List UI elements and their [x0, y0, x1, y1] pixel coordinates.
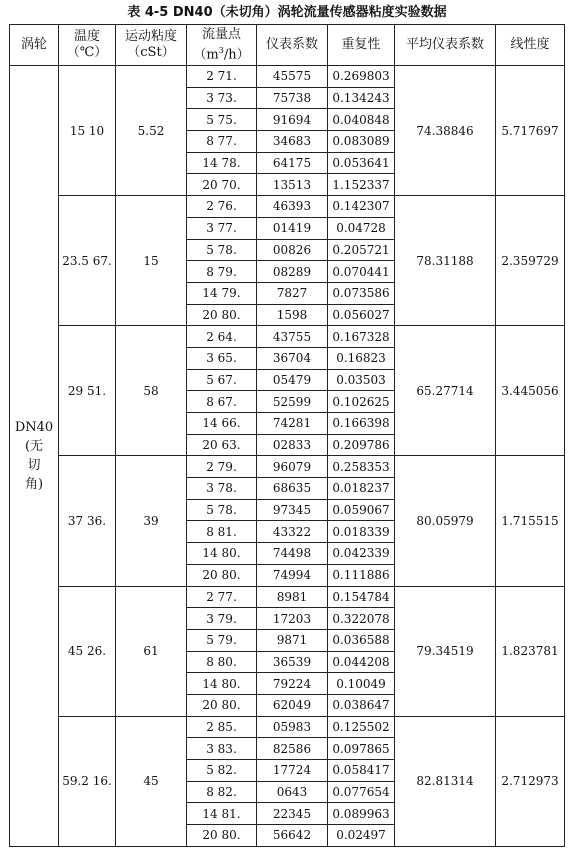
repeatability-cell: 0.018339 — [328, 521, 395, 543]
header-turbine: 涡轮 — [10, 25, 59, 66]
repeatability-cell: 0.083089 — [328, 131, 395, 153]
flow-point-cell: 20 80. — [187, 825, 257, 847]
header-row — [10, 25, 565, 66]
meter-coefficient-cell: 1598 — [257, 304, 328, 326]
meter-coefficient-cell: 36704 — [257, 347, 328, 369]
flow-point-cell: 2 76. — [187, 196, 257, 218]
flow-point-cell: 5 79. — [187, 629, 257, 651]
repeatability-cell: 0.070441 — [328, 261, 395, 283]
average-coefficient-cell: 78.31188 — [395, 196, 496, 326]
linearity-cell: 2.359729 — [496, 196, 565, 326]
repeatability-cell: 0.205721 — [328, 239, 395, 261]
flow-point-cell: 14 80. — [187, 673, 257, 695]
header-linearity: 线性度 — [496, 25, 565, 66]
repeatability-cell: 0.154784 — [328, 586, 395, 608]
average-coefficient-cell: 82.81314 — [395, 716, 496, 846]
repeatability-cell: 0.073586 — [328, 282, 395, 304]
repeatability-cell: 0.209786 — [328, 434, 395, 456]
flow-point-cell: 5 78. — [187, 499, 257, 521]
flow-point-cell: 20 80. — [187, 304, 257, 326]
repeatability-cell: 0.269803 — [328, 66, 395, 88]
repeatability-cell: 0.018237 — [328, 478, 395, 500]
meter-coefficient-cell: 79224 — [257, 673, 328, 695]
meter-coefficient-cell: 62049 — [257, 694, 328, 716]
flow-point-cell: 2 64. — [187, 326, 257, 348]
header-viscosity: 运动粘度 （cSt） — [116, 25, 187, 66]
meter-coefficient-cell: 68635 — [257, 478, 328, 500]
table-row — [10, 196, 565, 218]
repeatability-cell: 0.03503 — [328, 369, 395, 391]
flow-point-cell: 14 81. — [187, 803, 257, 825]
turbine-cell: DN40 (无 切 角) — [10, 66, 59, 847]
meter-coefficient-cell: 22345 — [257, 803, 328, 825]
repeatability-cell: 0.166398 — [328, 413, 395, 435]
average-coefficient-cell: 80.05979 — [395, 456, 496, 586]
header-meter-coefficient: 仪表系数 — [257, 25, 328, 66]
flow-point-cell: 20 80. — [187, 694, 257, 716]
flow-point-cell: 5 67. — [187, 369, 257, 391]
repeatability-cell: 0.036588 — [328, 629, 395, 651]
meter-coefficient-cell: 75738 — [257, 87, 328, 109]
average-coefficient-cell: 74.38846 — [395, 66, 496, 196]
viscosity-cell: 58 — [116, 326, 187, 456]
meter-coefficient-cell: 74281 — [257, 413, 328, 435]
repeatability-cell: 0.111886 — [328, 564, 395, 586]
header-temperature: 温度 （℃） — [59, 25, 116, 66]
meter-coefficient-cell: 17203 — [257, 608, 328, 630]
flow-point-cell: 8 67. — [187, 391, 257, 413]
flow-point-cell: 14 80. — [187, 543, 257, 565]
flow-point-cell: 8 81. — [187, 521, 257, 543]
repeatability-cell: 0.044208 — [328, 651, 395, 673]
flow-point-cell: 5 75. — [187, 109, 257, 131]
flow-point-cell: 3 73. — [187, 87, 257, 109]
flow-point-cell: 20 80. — [187, 564, 257, 586]
meter-coefficient-cell: 34683 — [257, 131, 328, 153]
viscosity-cell: 15 — [116, 196, 187, 326]
meter-coefficient-cell: 7827 — [257, 282, 328, 304]
repeatability-cell: 0.056027 — [328, 304, 395, 326]
repeatability-cell: 0.142307 — [328, 196, 395, 218]
meter-coefficient-cell: 00826 — [257, 239, 328, 261]
repeatability-cell: 0.04728 — [328, 217, 395, 239]
meter-coefficient-cell: 46393 — [257, 196, 328, 218]
viscosity-data-table — [9, 24, 565, 847]
meter-coefficient-cell: 13513 — [257, 174, 328, 196]
flow-point-cell: 8 79. — [187, 261, 257, 283]
flow-point-cell: 8 82. — [187, 781, 257, 803]
flow-point-cell: 3 83. — [187, 738, 257, 760]
flow-point-cell: 5 82. — [187, 760, 257, 782]
repeatability-cell: 1.152337 — [328, 174, 395, 196]
meter-coefficient-cell: 43755 — [257, 326, 328, 348]
linearity-cell: 3.445056 — [496, 326, 565, 456]
meter-coefficient-cell: 05983 — [257, 716, 328, 738]
table-row — [10, 326, 565, 348]
header-average-coefficient: 平均仪表系数 — [395, 25, 496, 66]
meter-coefficient-cell: 56642 — [257, 825, 328, 847]
repeatability-cell: 0.097865 — [328, 738, 395, 760]
repeatability-cell: 0.040848 — [328, 109, 395, 131]
repeatability-cell: 0.053641 — [328, 152, 395, 174]
table-row — [10, 66, 565, 88]
flow-point-cell: 3 78. — [187, 478, 257, 500]
meter-coefficient-cell: 96079 — [257, 456, 328, 478]
meter-coefficient-cell: 91694 — [257, 109, 328, 131]
repeatability-cell: 0.038647 — [328, 694, 395, 716]
repeatability-cell: 0.042339 — [328, 543, 395, 565]
linearity-cell: 2.712973 — [496, 716, 565, 846]
meter-coefficient-cell: 01419 — [257, 217, 328, 239]
viscosity-cell: 45 — [116, 716, 187, 846]
temperature-cell: 37 36. — [59, 456, 116, 586]
table-row — [10, 456, 565, 478]
repeatability-cell: 0.322078 — [328, 608, 395, 630]
repeatability-cell: 0.089963 — [328, 803, 395, 825]
average-coefficient-cell: 79.34519 — [395, 586, 496, 716]
meter-coefficient-cell: 36539 — [257, 651, 328, 673]
linearity-cell: 1.715515 — [496, 456, 565, 586]
flow-point-cell: 20 70. — [187, 174, 257, 196]
viscosity-cell: 61 — [116, 586, 187, 716]
repeatability-cell: 0.058417 — [328, 760, 395, 782]
header-repeatability: 重复性 — [328, 25, 395, 66]
table-row — [10, 586, 565, 608]
meter-coefficient-cell: 52599 — [257, 391, 328, 413]
meter-coefficient-cell: 0643 — [257, 781, 328, 803]
meter-coefficient-cell: 43322 — [257, 521, 328, 543]
meter-coefficient-cell: 8981 — [257, 586, 328, 608]
meter-coefficient-cell: 97345 — [257, 499, 328, 521]
flow-point-cell: 2 79. — [187, 456, 257, 478]
linearity-cell: 5.717697 — [496, 66, 565, 196]
meter-coefficient-cell: 08289 — [257, 261, 328, 283]
flow-point-cell: 5 78. — [187, 239, 257, 261]
flow-point-cell: 14 66. — [187, 413, 257, 435]
table-row — [10, 716, 565, 738]
flow-point-cell: 2 77. — [187, 586, 257, 608]
viscosity-cell: 39 — [116, 456, 187, 586]
viscosity-cell: 5.52 — [116, 66, 187, 196]
flow-point-cell: 14 79. — [187, 282, 257, 304]
flow-point-cell: 14 78. — [187, 152, 257, 174]
flow-point-cell: 8 80. — [187, 651, 257, 673]
temperature-cell: 29 51. — [59, 326, 116, 456]
meter-coefficient-cell: 45575 — [257, 66, 328, 88]
flow-point-cell: 8 77. — [187, 131, 257, 153]
temperature-cell: 59.2 16. — [59, 716, 116, 846]
table-body — [10, 66, 565, 847]
repeatability-cell: 0.125502 — [328, 716, 395, 738]
meter-coefficient-cell: 9871 — [257, 629, 328, 651]
meter-coefficient-cell: 05479 — [257, 369, 328, 391]
average-coefficient-cell: 65.27714 — [395, 326, 496, 456]
repeatability-cell: 0.167328 — [328, 326, 395, 348]
linearity-cell: 1.823781 — [496, 586, 565, 716]
repeatability-cell: 0.02497 — [328, 825, 395, 847]
repeatability-cell: 0.258353 — [328, 456, 395, 478]
flow-point-cell: 2 71. — [187, 66, 257, 88]
meter-coefficient-cell: 64175 — [257, 152, 328, 174]
meter-coefficient-cell: 17724 — [257, 760, 328, 782]
flow-point-cell: 2 85. — [187, 716, 257, 738]
repeatability-cell: 0.10049 — [328, 673, 395, 695]
flow-point-cell: 20 63. — [187, 434, 257, 456]
repeatability-cell: 0.059067 — [328, 499, 395, 521]
meter-coefficient-cell: 74994 — [257, 564, 328, 586]
repeatability-cell: 0.077654 — [328, 781, 395, 803]
table-caption: 表 4-5 DN40（未切角）涡轮流量传感器粘度实验数据 — [127, 5, 447, 20]
repeatability-cell: 0.16823 — [328, 347, 395, 369]
repeatability-cell: 0.134243 — [328, 87, 395, 109]
repeatability-cell: 0.102625 — [328, 391, 395, 413]
meter-coefficient-cell: 02833 — [257, 434, 328, 456]
flow-point-cell: 3 77. — [187, 217, 257, 239]
flow-point-cell: 3 79. — [187, 608, 257, 630]
temperature-cell: 45 26. — [59, 586, 116, 716]
header-flow-point: 流量点 $(m^3/h)$ — [187, 25, 257, 66]
meter-coefficient-cell: 74498 — [257, 543, 328, 565]
temperature-cell: 15 10 — [59, 66, 116, 196]
meter-coefficient-cell: 82586 — [257, 738, 328, 760]
temperature-cell: 23.5 67. — [59, 196, 116, 326]
flow-point-cell: 3 65. — [187, 347, 257, 369]
